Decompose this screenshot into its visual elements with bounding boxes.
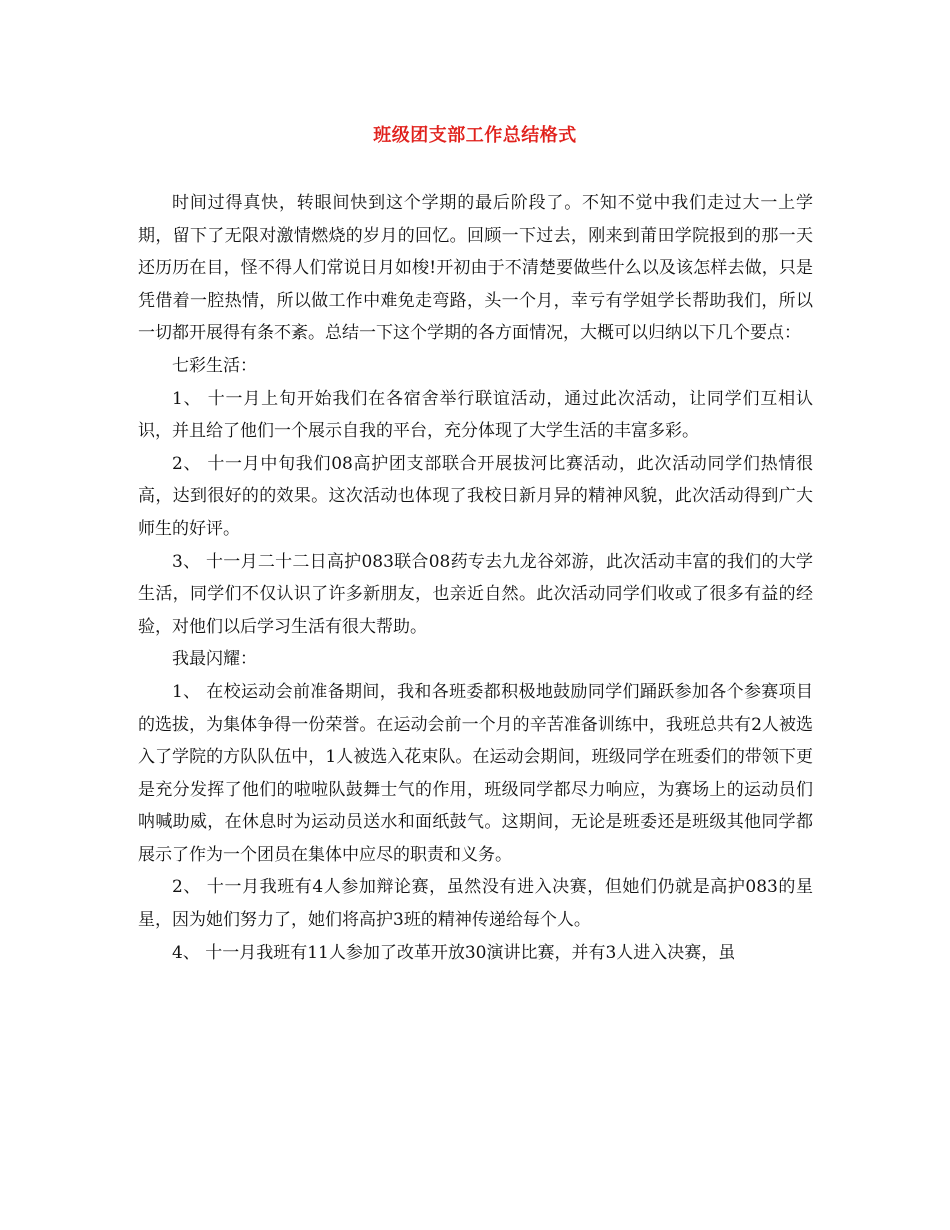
list-item-paragraph: 2、 十一月我班有4人参加辩论赛，虽然没有进入决赛，但她们仍就是高护083的星星，因为她们努力了，她们将高护3班的精神传递给每个人。 [138, 877, 813, 931]
intro-paragraph: 时间过得真快，转眼间快到这个学期的最后阶段了。不知不觉中我们走过大一上学期，留下了无限对激情燃烧的岁月的回忆。回顾一下过去，刚来到莆田学院报到的那一天还历历在目，怪不得人们常说日月如梭!开初由于不清楚要做些什么以及该怎样去做，只是凭借着一腔热情，所以做工作中难免走弯路，头一个月，幸亏有学姐学长帮助我们，所以一切都开展得有条不紊。总结一下这个学期的各方面情况，大概可以归纳以下几个要点： [138, 193, 813, 344]
section-heading-colorful-life: 七彩生活： [172, 355, 257, 376]
document-title: 班级团支部工作总结格式 [373, 125, 577, 146]
list-item-paragraph: 2、 十一月中旬我们08高护团支部联合开展拔河比赛活动，此次活动同学们热情很高，达到很好的的效果。这次活动也体现了我校日新月异的精神风貌，此次活动得到广大师生的好评。 [138, 453, 813, 539]
document-body [138, 187, 813, 969]
list-item-paragraph: 3、 十一月二十二日高护083联合08药专去九龙谷郊游，此次活动丰富的我们的大学生活，同学们不仅认识了许多新朋友，也亲近自然。此次活动同学们收或了很多有益的经验，对他们以后学习生活有很大帮助。 [138, 551, 813, 637]
section-heading-shining: 我最闪耀： [172, 649, 257, 670]
list-item-paragraph: 1、 在校运动会前准备期间，我和各班委都积极地鼓励同学们踊跃参加各个参赛项目的选拔，为集体争得一份荣誉。在运动会前一个月的辛苦准备训练中，我班总共有2人被选入了学院的方队队伍中，1人被选入花束队。在运动会期间，班级同学在班委们的带领下更是充分发挥了他们的啦啦队鼓舞士气的作用，班级同学都尽力响应，为赛场上的运动员们呐喊助威，在休息时为运动员送水和面纸鼓气。这期间，无论是班委还是班级其他同学都展示了作为一个团员在集体中应尽的职责和义务。 [138, 681, 813, 865]
list-item-paragraph: 4、 十一月我班有11人参加了改革开放30演讲比赛，并有3人进入决赛，虽 [172, 942, 736, 963]
list-item-paragraph: 1、 十一月上旬开始我们在各宿舍举行联谊活动，通过此次活动，让同学们互相认识，并且给了他们一个展示自我的平台，充分体现了大学生活的丰富多彩。 [138, 388, 813, 442]
